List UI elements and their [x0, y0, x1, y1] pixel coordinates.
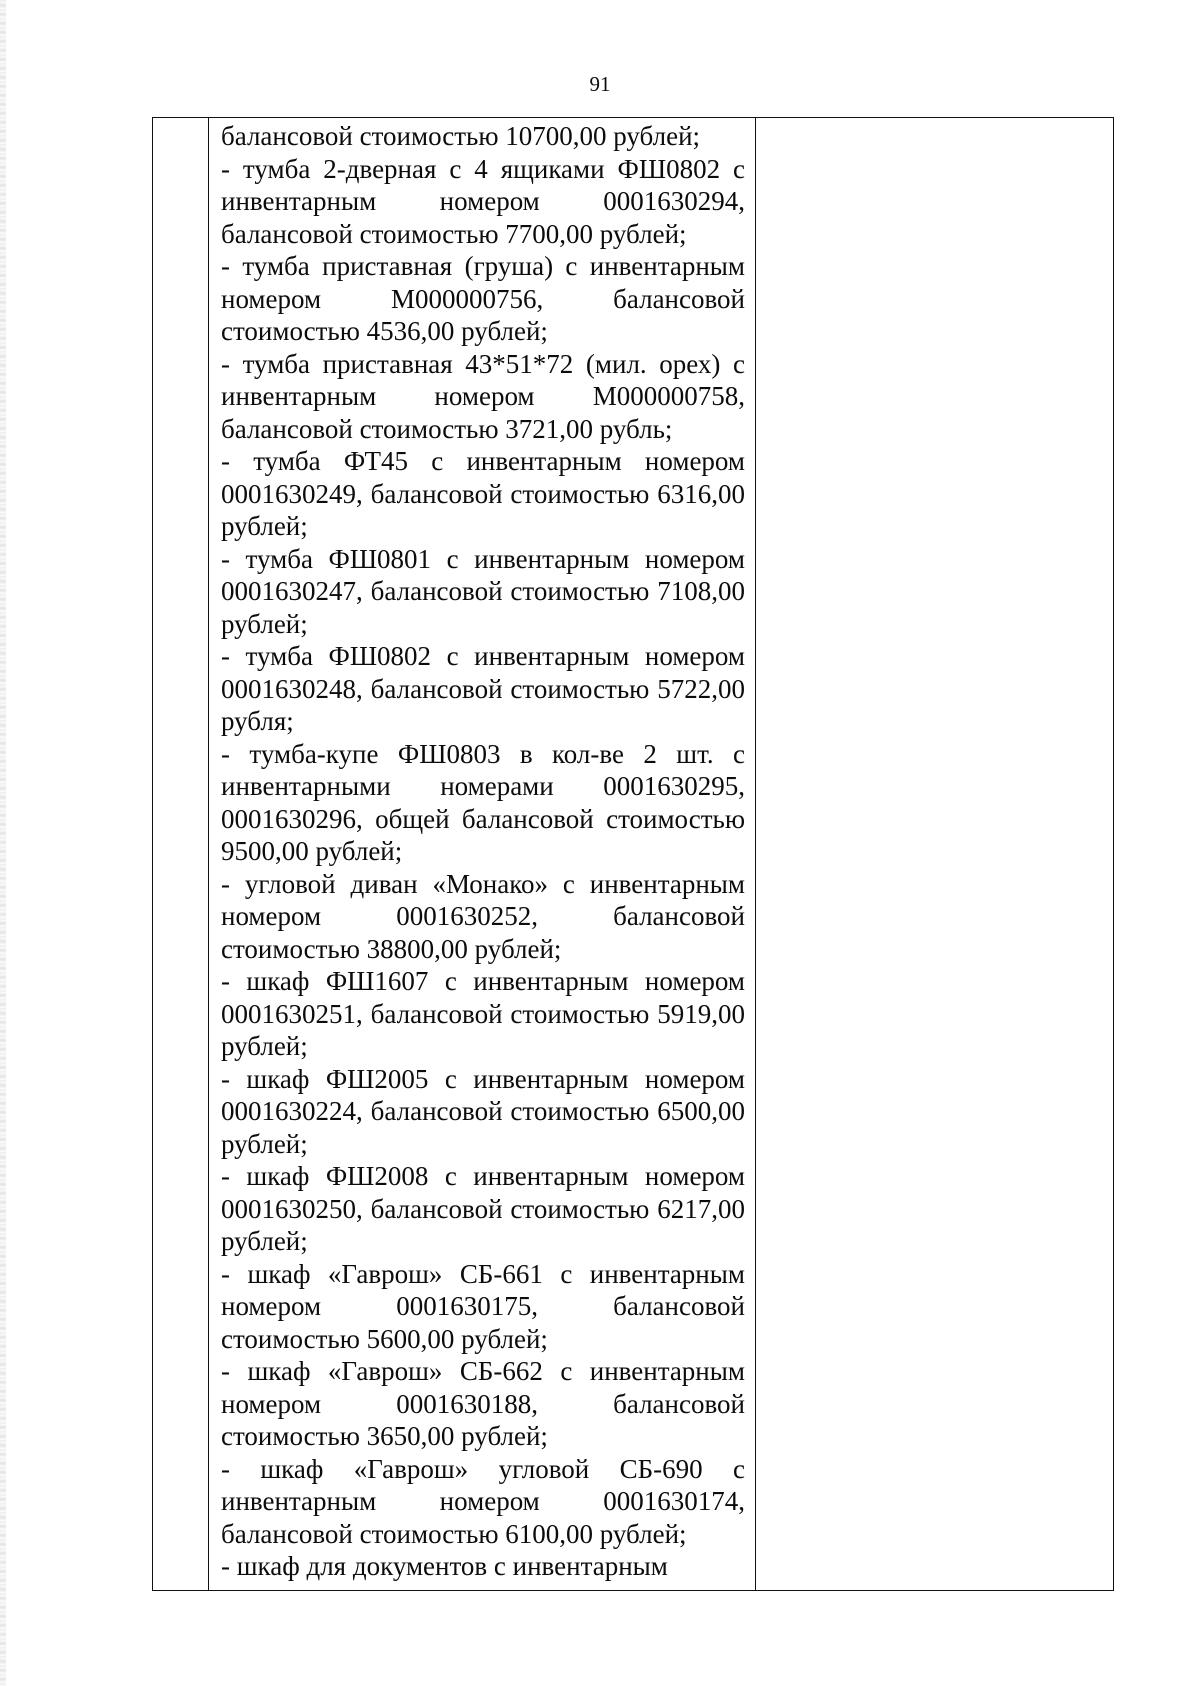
- content-column-cell: [209, 118, 756, 1591]
- list-item: - тумба ФШ0801 с инвентарным номером 0001630247, балансовой стоимостью 7108,00 рублей;: [221, 543, 745, 639]
- number-column-cell: [153, 118, 209, 1591]
- list-item: - шкаф для документов с инвентарным: [221, 1551, 668, 1581]
- list-item: - тумба-купе ФШ0803 в кол-ве 2 шт. с инвентарными номерами 0001630295, 0001630296, общей балансовой стоимостью 9500,00 рублей;: [221, 738, 745, 866]
- list-item: - тумба приставная 43*51*72 (мил. орех) с инвентарным номером М000000758, балансовой стоимостью 3721,00 рубль;: [221, 348, 745, 444]
- notes-column-cell: [756, 118, 1114, 1591]
- list-item: - шкаф ФШ2008 с инвентарным номером 0001630250, балансовой стоимостью 6217,00 рублей;: [221, 1161, 745, 1256]
- list-item: - тумба приставная (груша) с инвентарным номером М000000756, балансовой стоимостью 4536,00 рублей;: [221, 251, 745, 346]
- list-item: - тумба ФТ45 с инвентарным номером 0001630249, балансовой стоимостью 6316,00 рублей;: [221, 446, 745, 541]
- page-number: 91: [589, 72, 611, 96]
- property-list: [221, 120, 745, 1583]
- list-item: балансовой стоимостью 10700,00 рублей;: [221, 121, 701, 151]
- scan-edge-artifact: [0, 0, 6, 1686]
- list-item: - шкаф ФШ1607 с инвентарным номером 0001630251, балансовой стоимостью 5919,00 рублей;: [221, 966, 745, 1061]
- document-table: [152, 117, 1114, 1591]
- list-item: - шкаф «Гаврош» угловой СБ-690 с инвентарным номером 0001630174, балансовой стоимостью 6100,00 рублей;: [221, 1453, 745, 1549]
- list-item: - тумба 2-дверная с 4 ящиками ФШ0802 с инвентарным номером 0001630294, балансовой стоимостью 7700,00 рублей;: [221, 153, 745, 249]
- list-item: - тумба ФШ0802 с инвентарным номером 0001630248, балансовой стоимостью 5722,00 рубля;: [221, 641, 745, 736]
- list-item: - угловой диван «Монако» с инвентарным номером 0001630252, балансовой стоимостью 38800,00 рублей;: [221, 868, 745, 964]
- list-item: - шкаф «Гаврош» СБ-662 с инвентарным номером 0001630188, балансовой стоимостью 3650,00 рублей;: [221, 1356, 745, 1451]
- list-item: - шкаф «Гаврош» СБ-661 с инвентарным номером 0001630175, балансовой стоимостью 5600,00 рублей;: [221, 1258, 745, 1354]
- list-item: - шкаф ФШ2005 с инвентарным номером 0001630224, балансовой стоимостью 6500,00 рублей;: [221, 1063, 745, 1159]
- table-row: [153, 118, 1114, 1591]
